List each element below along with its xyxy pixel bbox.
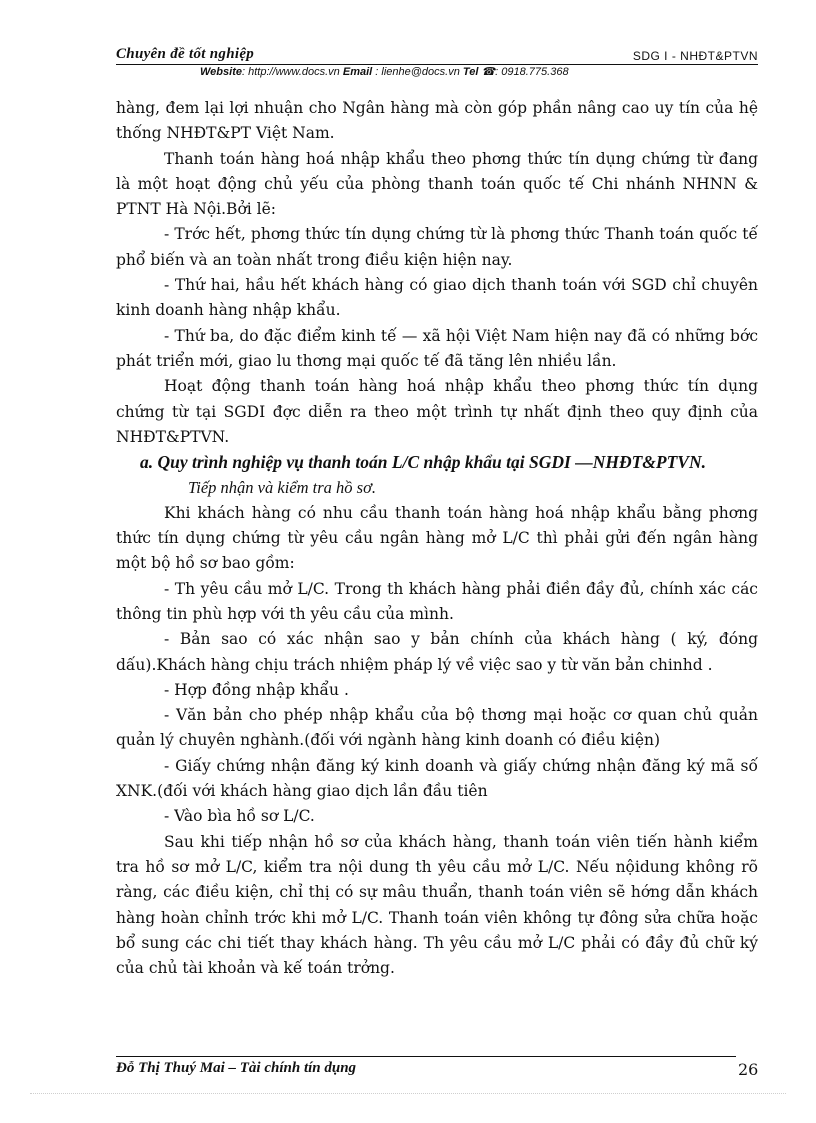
footer-divider xyxy=(116,1056,736,1057)
paragraph: Hoạt động thanh toán hàng hoá nhập khẩu theo phơng thức tín dụng chứng từ tại SGDI đợc diễn ra theo một trình tự nhất định theo quy định của NHĐT&PTVN. xyxy=(116,377,758,446)
bullet-item: - Vào bìa hồ sơ L/C. xyxy=(164,807,315,826)
bullet-item: - Th yêu cầu mở L/C. Trong th khách hàng phải điền đầy đủ, chính xác các thông tin phù hợp với th yêu cầu của mình. xyxy=(116,579,758,623)
paragraph: Khi khách hàng có nhu cầu thanh toán hàng hoá nhập khẩu bằng phơng thức tín dụng chứng từ yêu cầu ngân hàng mở L/C thì phải gửi đến ngân hàng một bộ hồ sơ bao gồm: xyxy=(116,503,758,573)
bullet-item: - Thứ hai, hầu hết khách hàng có giao dịch thanh toán với SGD chỉ chuyên kinh doanh hàng nhập khẩu. xyxy=(116,276,758,320)
website-value: : http://www.docs.vn xyxy=(241,66,340,78)
phone-icon: ☎ xyxy=(481,66,496,78)
header-title: Chuyên đề tốt nghiệp xyxy=(116,46,255,62)
section-heading: a. Quy trình nghiệp vụ thanh toán L/C nhập khẩu tại SGDI —NHĐT&PTVN. xyxy=(140,452,706,473)
bullet-item: - Giấy chứng nhận đăng ký kinh doanh và giấy chứng nhận đăng ký mã số XNK.(đối với khách hàng giao dịch lần đầu tiên xyxy=(116,756,758,801)
paragraph: Thanh toán hàng hoá nhập khẩu theo phơng thức tín dụng chứng từ đang là một hoạt động chủ yếu của phòng thanh toán quốc tế Chi nhánh NHNN & PTNT Hà Nội.Bởi lẽ: xyxy=(116,149,758,219)
email-value: : lienhe@docs.vn xyxy=(375,66,460,78)
bullet-item: - Hợp đồng nhập khẩu . xyxy=(164,680,349,699)
tel-value: : 0918.775.368 xyxy=(495,66,569,78)
document-body xyxy=(116,96,758,981)
page-bottom-dotted-line xyxy=(30,1093,786,1094)
bullet-item: - Trớc hết, phơng thức tín dụng chứng từ là phơng thức Thanh toán quốc tế phổ biến và an toàn nhất trong điều kiện hiện nay. xyxy=(116,225,758,269)
paragraph: hàng, đem lại lợi nhuận cho Ngân hàng mà còn góp phần nâng cao uy tín của hệ thống NHĐT&PT Việt Nam. xyxy=(116,99,758,143)
header-contact xyxy=(200,65,569,78)
bullet-item: - Văn bản cho phép nhập khẩu của bộ thơng mại hoặc cơ quan chủ quản quản lý chuyên nghành.(đối với ngành hàng kinh doanh có điều kiện) xyxy=(116,706,758,750)
bullet-item: - Thứ ba, do đặc điểm kinh tế — xã hội Việt Nam hiện nay đã có những bớc phát triển mới, giao lu thơng mại quốc tế đã tăng lên nhiều lần. xyxy=(116,326,758,370)
page-number: 26 xyxy=(738,1060,759,1079)
bullet-item: - Bản sao có xác nhận sao y bản chính của khách hàng ( ký, đóng dấu).Khách hàng chịu trách nhiệm pháp lý về việc sao y từ văn bản chinhd . xyxy=(116,630,758,674)
website-label: Website xyxy=(200,66,242,78)
email-label: Email xyxy=(342,66,373,78)
tel-label: Tel xyxy=(462,66,479,78)
footer-author: Đỗ Thị Thuý Mai – Tài chính tín dụng xyxy=(116,1060,357,1076)
paragraph: Sau khi tiếp nhận hồ sơ của khách hàng, thanh toán viên tiến hành kiểm tra hồ sơ mở L/C, kiểm tra nội dung th yêu cầu mở L/C. Nếu nộidung không rõ ràng, các điều kiện, chỉ thị có sự mâu thuẩn, thanh toán viên sẽ hớng dẫn khách hàng hoàn chỉnh trớc khi mở L/C. Thanh toán viên không tự đông sửa chữa hoặc bổ sung các chi tiết thay khách hàng. Th yêu cầu mở L/C phải có đầy đủ chữ ký của chủ tài khoản và kế toán trởng. xyxy=(116,832,758,978)
subsection-heading: Tiếp nhận và kiểm tra hồ sơ. xyxy=(188,478,377,498)
header-department: SDG I - NHĐT&PTVN xyxy=(632,49,758,63)
